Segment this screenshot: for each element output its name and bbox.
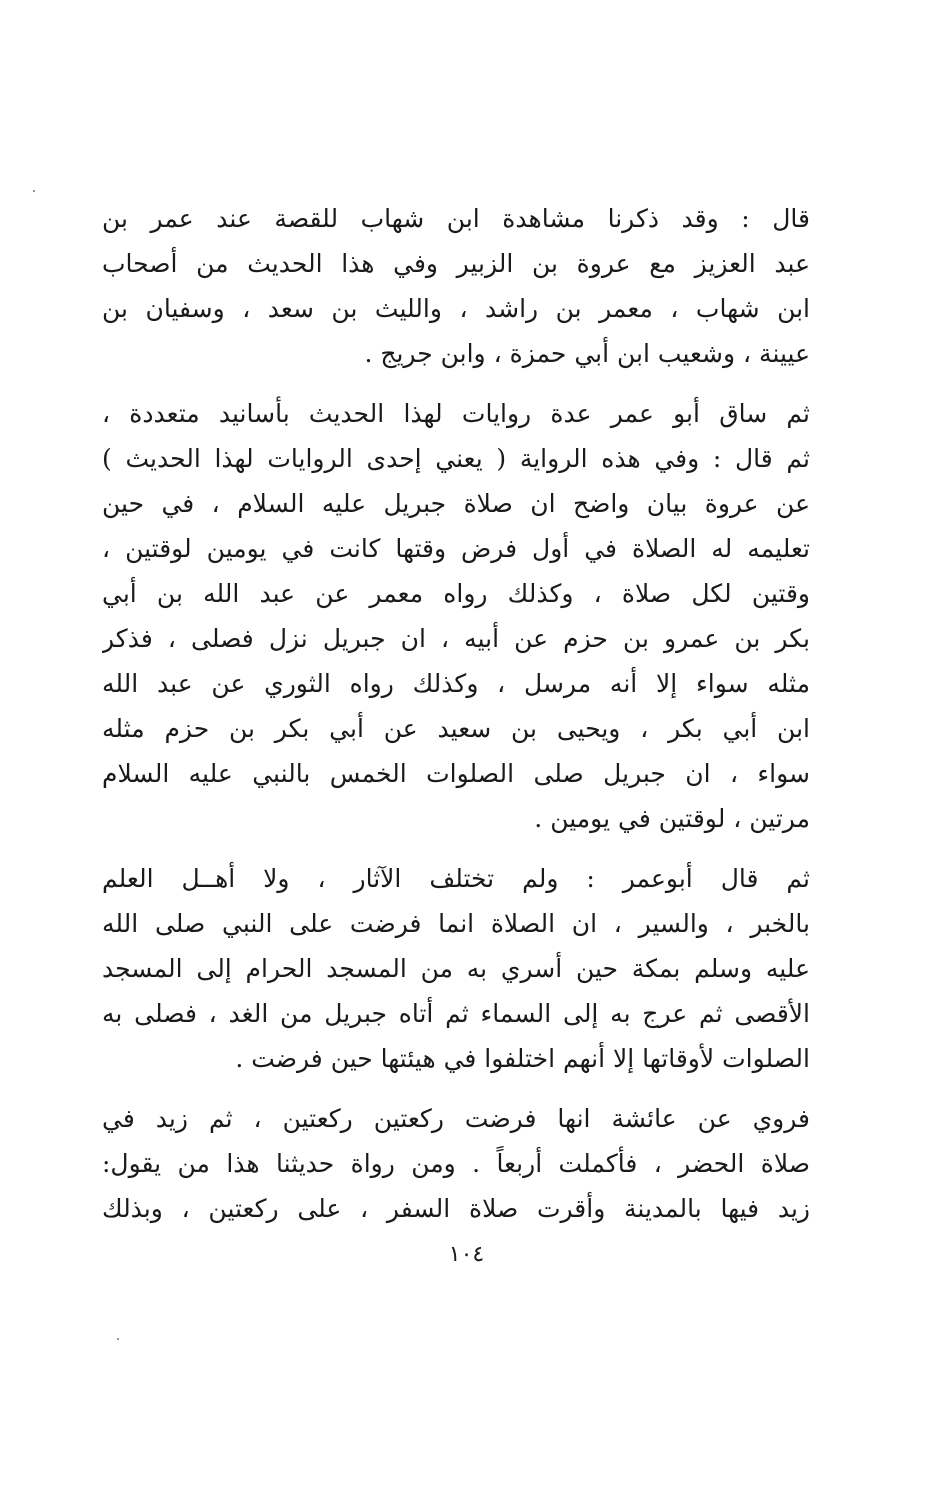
paragraph-2 — [102, 391, 810, 841]
text-line: عيينة ، وشعيب ابن أبي حمزة ، وابن جريج . — [364, 339, 810, 368]
text-line: بكر بن عمرو بن حزم عن أبيه ، ان جبريل نزل فصلى ، فذكر — [102, 624, 810, 653]
page-number: ١٠٤ — [448, 1242, 485, 1267]
text-line: سواء ، ان جبريل صلى الصلوات الخمس بالنبي عليه السلام — [102, 759, 810, 788]
text-line: مرتين ، لوقتين في يومين . — [534, 804, 810, 833]
text-line: بالخبر ، والسير ، ان الصلاة انما فرضت على النبي صلى الله — [102, 909, 810, 938]
paragraph-3 — [102, 856, 810, 1081]
paragraph-1 — [102, 196, 810, 376]
text-line: الأقصى ثم عرج به إلى السماء ثم أتاه جبريل من الغد ، فصلى به — [102, 999, 810, 1028]
scan-speck — [33, 190, 35, 192]
text-line: مثله سواء إلا أنه مرسل ، وكذلك رواه الثوري عن عبد الله — [102, 669, 810, 698]
text-line: عليه وسلم بمكة حين أسري به من المسجد الحرام إلى المسجد — [102, 954, 810, 983]
text-line: وقتين لكل صلاة ، وكذلك رواه معمر عن عبد الله بن أبي — [102, 579, 810, 608]
text-line: زيد فيها بالمدينة وأقرت صلاة السفر ، على ركعتين ، وبذلك — [102, 1194, 810, 1223]
text-line: عبد العزيز مع عروة بن الزبير وفي هذا الحديث من أصحاب — [102, 249, 810, 278]
text-line: ثم ساق أبو عمر عدة روايات لهذا الحديث بأسانيد متعددة ، — [102, 399, 810, 428]
body-text — [102, 196, 810, 1246]
text-line: عن عروة بيان واضح ان صلاة جبريل عليه السلام ، في حين — [102, 489, 810, 518]
text-line: ثم قال أبوعمر : ولم تختلف الآثار ، ولا أهــل العلم — [102, 864, 810, 893]
text-line: ثم قال : وفي هذه الرواية ( يعني إحدى الروايات لهذا الحديث ) — [102, 444, 810, 473]
text-line: صلاة الحضر ، فأكملت أربعاً . ومن رواة حديثنا هذا من يقول: — [102, 1149, 810, 1178]
text-line: فروي عن عائشة انها فرضت ركعتين ركعتين ، ثم زيد في — [102, 1104, 810, 1133]
text-line: ابن شهاب ، معمر بن راشد ، والليث بن سعد ، وسفيان بن — [102, 294, 810, 323]
text-line: ابن أبي بكر ، ويحيى بن سعيد عن أبي بكر بن حزم مثله — [102, 714, 810, 743]
text-line: تعليمه له الصلاة في أول فرض وقتها كانت في يومين لوقتين ، — [102, 534, 810, 563]
text-line: الصلوات لأوقاتها إلا أنهم اختلفوا في هيئتها حين فرضت . — [235, 1044, 810, 1073]
scan-speck — [117, 1338, 119, 1340]
text-line: قال : وقد ذكرنا مشاهدة ابن شهاب للقصة عند عمر بن — [102, 204, 810, 233]
paragraph-4 — [102, 1096, 810, 1231]
